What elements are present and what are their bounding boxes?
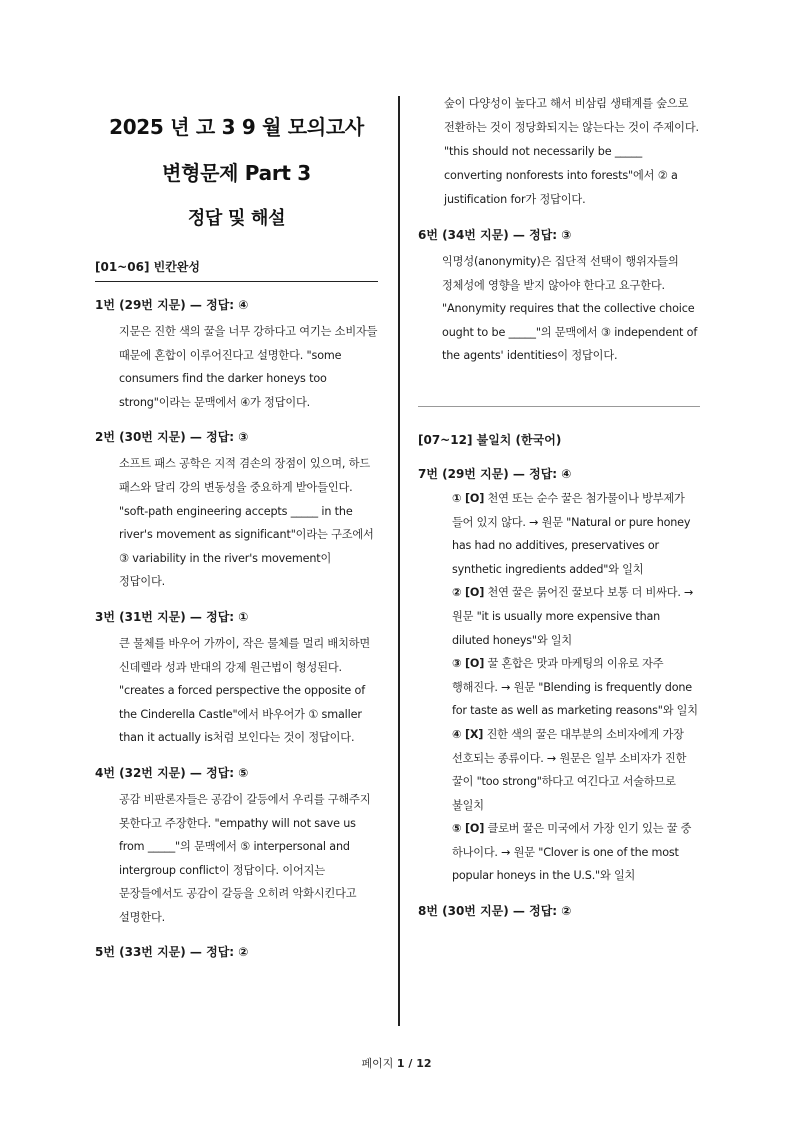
choice-mark: ③ [O] — [452, 657, 485, 671]
question-header: 3번 (31번 지문) — 정답: ① — [95, 609, 249, 624]
choice-text: 천연 또는 순수 꿀은 첨가물이나 방부제가 들어 있지 않다. → 원문 "Natural or pure honey has had no additives, preservatives or synthetic ingredients added"와 일치 — [452, 491, 691, 576]
question-block — [95, 764, 378, 930]
column-divider — [398, 96, 400, 1026]
document-heading: 정답 및 해설 — [187, 208, 286, 229]
left-column — [95, 112, 378, 967]
choice-text: 천연 꿀은 묽어진 꿀보다 보통 더 비싸다. → 원문 "it is usually more expensive than diluted honeys"와 일치 — [452, 586, 694, 647]
right-column — [418, 92, 700, 926]
choice-mark: ② [O] — [452, 586, 485, 600]
choice-text: 꿀 혼합은 맛과 마케팅의 이유로 자주 행해진다. → 원문 "Blending is frequently done for taste as well as marketing reasons"와 일치 — [452, 657, 698, 718]
answer-choice — [418, 817, 700, 888]
section-heading-blank: [01~06] 빈칸완성 — [95, 258, 378, 282]
document-subtitle: 변형문제 Part 3 — [162, 161, 311, 185]
choice-text: 진한 색의 꿀은 대부분의 소비자에게 가장 선호되는 종류이다. → 원문은 일부 소비자가 진한 꿀이 "too strong"하다고 여긴다고 서술하므로 불일치 — [452, 727, 687, 812]
page-footer — [0, 1055, 793, 1071]
question-header: 5번 (33번 지문) — 정답: ② — [95, 945, 249, 960]
question-block — [95, 943, 378, 961]
question-block — [95, 608, 378, 750]
question-block — [95, 296, 378, 414]
question-block — [418, 226, 700, 368]
document-title: 2025 년 고 3 9 월 모의고사 — [109, 115, 364, 139]
question-header: 1번 (29번 지문) — 정답: ④ — [95, 298, 249, 312]
answer-choice — [418, 581, 700, 652]
question-header: 8번 (30번 지문) — 정답: ② — [418, 904, 572, 919]
question-header: 6번 (34번 지문) — 정답: ③ — [418, 228, 572, 242]
question-explanation: 익명성(anonymity)은 집단적 선택이 행위자들의 정체성에 영향을 받지 않아야 한다고 요구한다. "Anonymity requires that the collective choice ought to be _____"의 문맥에서 ③ independent of the agents' identities이 정답이다. — [442, 255, 698, 363]
question-header: 4번 (32번 지문) — 정답: ⑤ — [95, 765, 249, 780]
choice-text: 클로버 꿀은 미국에서 가장 인기 있는 꿀 중 하나이다. → 원문 "Clover is one of the most popular honeys in the U.S."와 일치 — [452, 822, 692, 883]
question-explanation: 소프트 패스 공학은 지적 겸손의 장점이 있으며, 하드 패스와 달리 강의 변동성을 중요하게 받아들인다. "soft-path engineering accepts _____ in the river's movement as significant"이라는 구조에서 ③ variability in the river's movement이 정답이다. — [119, 457, 374, 589]
question-explanation-continued: 숲이 다양성이 높다고 해서 비삼림 생태계를 숲으로 전환하는 것이 정당화되지는 않는다는 것이 주제이다. "this should not necessarily be _____ converting nonforests into forests"에서 ② a justification for가 정답이다. — [444, 97, 699, 206]
choice-mark: ④ [X] — [452, 727, 484, 741]
question-header: 7번 (29번 지문) — 정답: ④ — [418, 466, 572, 481]
question-explanation: 공감 비판론자들은 공감이 갈등에서 우리를 구해주지 못한다고 주장한다. "empathy will not save us from _____"의 문맥에서 ⑤ interpersonal and intergroup conflict이 정답이다. 이어지는 문장들에서도 공감이 갈등을 오히려 악화시킨다고 설명한다. — [119, 792, 371, 924]
page-separator: / — [404, 1057, 417, 1070]
page-total: 12 — [416, 1057, 432, 1070]
question-header: 2번 (30번 지문) — 정답: ③ — [95, 430, 249, 445]
question-block — [95, 428, 378, 594]
answer-choice — [418, 652, 700, 723]
answer-choice — [418, 487, 700, 581]
section-heading-mismatch: [07~12] 불일치 (한국어) — [418, 432, 562, 447]
choice-mark: ⑤ [O] — [452, 822, 485, 836]
choice-mark: ① [O] — [452, 491, 485, 505]
question-block — [418, 902, 700, 920]
section-separator — [418, 406, 700, 407]
page-current: 1 — [396, 1057, 405, 1070]
question-block — [418, 465, 700, 888]
question-explanation: 큰 물체를 바우어 가까이, 작은 물체를 멀리 배치하면 신데렐라 성과 반대의 강제 원근법이 형성된다. "creates a forced perspective the opposite of the Cinderella Castle"에서 바우어가 ① smaller than it actually is처럼 보인다는 것이 정답이다. — [119, 636, 371, 745]
question-explanation: 지문은 진한 색의 꿀을 너무 강하다고 여기는 소비자들 때문에 혼합이 이루어진다고 설명한다. "some consumers find the darker honeys too strong"이라는 문맥에서 ④가 정답이다. — [119, 325, 378, 409]
answer-choice — [418, 723, 700, 817]
page-label: 페이지 — [361, 1057, 397, 1070]
